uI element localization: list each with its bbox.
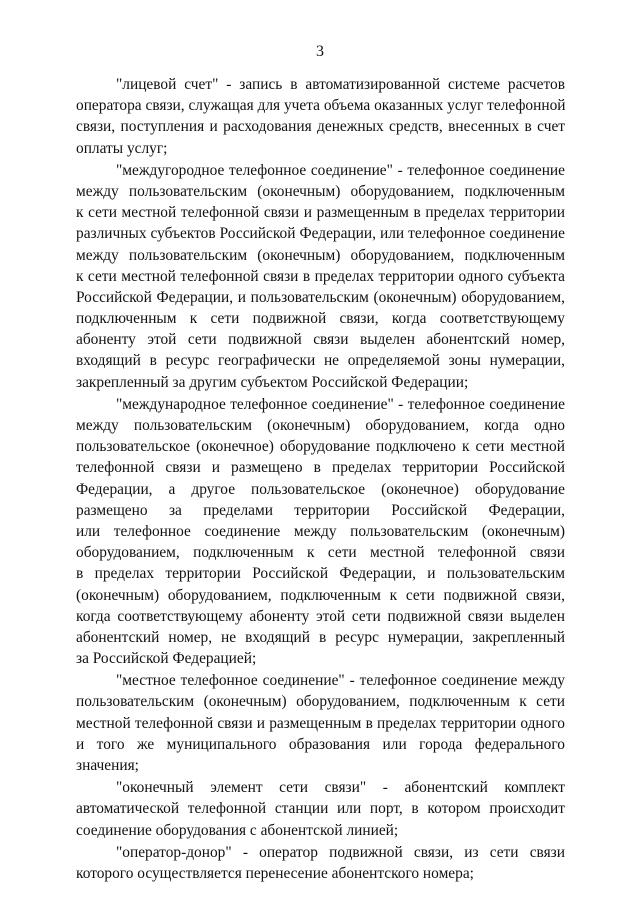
paragraph-line: местной телефонной связи и размещенным в пределах территории одного [76,714,565,732]
paragraph-line: абоненту этой сети подвижной связи выделен абонентский номер, [76,331,565,349]
paragraph-line: или телефонное соединение между пользовательским (оконечным) [76,522,565,540]
paragraph-line: пользовательским (оконечным) оборудованием, подключенным к сети [76,693,565,711]
paragraph-line: связи, поступления и расходования денежных средств, внесенных в счет [76,118,565,136]
paragraph-line: между пользовательским (оконечным) оборудованием, подключенным [76,246,565,264]
paragraph-line: оплаты услуг; [76,139,168,157]
paragraph-line: Федерации, а другое пользовательское (оконечное) оборудование [76,480,565,498]
paragraph-line: к сети местной телефонной связи в пределах территории одного субъекта [76,267,565,285]
paragraph-line: "местное телефонное соединение" - телефонное соединение между [116,672,565,690]
paragraph-line: и того же муниципального образования или города федерального [76,735,565,753]
paragraph-line: к сети местной телефонной связи и размещенным в пределах территории [76,204,565,222]
paragraph-line: подключенным к сети подвижной связи, когда соответствующему [76,310,565,328]
paragraph-line: телефонной связи и размещено в пределах территории Российской [76,459,565,477]
paragraph-line: "междугородное телефонное соединение" - телефонное соединение [116,161,565,179]
paragraph [76,777,565,841]
paragraph-line: оператора связи, служащая для учета объема оказанных услуг телефонной [76,97,566,115]
paragraph-line: размещено за пределами территории Российской Федерации, [76,501,565,519]
paragraph-line: абонентский номер, не входящий в ресурс нумерации, закрепленный [76,628,565,646]
paragraph-line: между пользовательским (оконечным) оборудованием, когда одно [76,417,565,434]
document-body [76,74,565,885]
paragraph-line: значения; [76,757,139,774]
paragraph-line: закрепленный за другим субъектом Российской Федерации; [76,373,469,391]
paragraph-line: "международное телефонное соединение" - телефонное соединение [116,395,565,413]
paragraph-line: входящий в ресурс географически не определяемой зоны нумерации, [76,352,565,370]
paragraph-line: "оператор-донор" - оператор подвижной связи, из сети связи [116,843,565,861]
paragraph [76,670,565,776]
paragraph-line: за Российской Федерацией; [76,650,257,668]
paragraph-line: когда соответствующему абоненту этой сети подвижной связи выделен [76,607,565,625]
paragraph-line: различных субъектов Российской Федерации, или телефонное соединение [76,225,565,243]
paragraph-line: между пользовательским (оконечным) оборудованием, подключенным [76,182,565,200]
paragraph-line: которого осуществляется перенесение абонентского номера; [76,864,474,882]
paragraph-line: пользовательское (оконечное) оборудование подключено к сети местной [76,438,565,456]
paragraph [76,842,565,884]
paragraph [76,160,565,393]
paragraph-line: "оконечный элемент сети связи" - абонентский комплект [116,779,565,797]
paragraph [76,74,565,159]
paragraph-line: Российской Федерации, и пользовательским (оконечным) оборудованием, [76,288,565,306]
paragraph-line: (оконечным) оборудованием, подключенным к сети подвижной связи, [76,586,565,604]
paragraph-line: соединение оборудования с абонентской линией; [76,821,399,839]
paragraph [76,394,565,669]
paragraph-line: автоматической телефонной станции или порт, в котором происходит [76,800,565,818]
paragraph-line: оборудованием, подключенным к сети местной телефонной связи [76,544,565,562]
paragraph-line: в пределах территории Российской Федерации, и пользовательским [76,565,565,583]
paragraph-line: "лицевой счет" - запись в автоматизированной системе расчетов [116,76,565,93]
page-number: 3 [316,43,324,60]
